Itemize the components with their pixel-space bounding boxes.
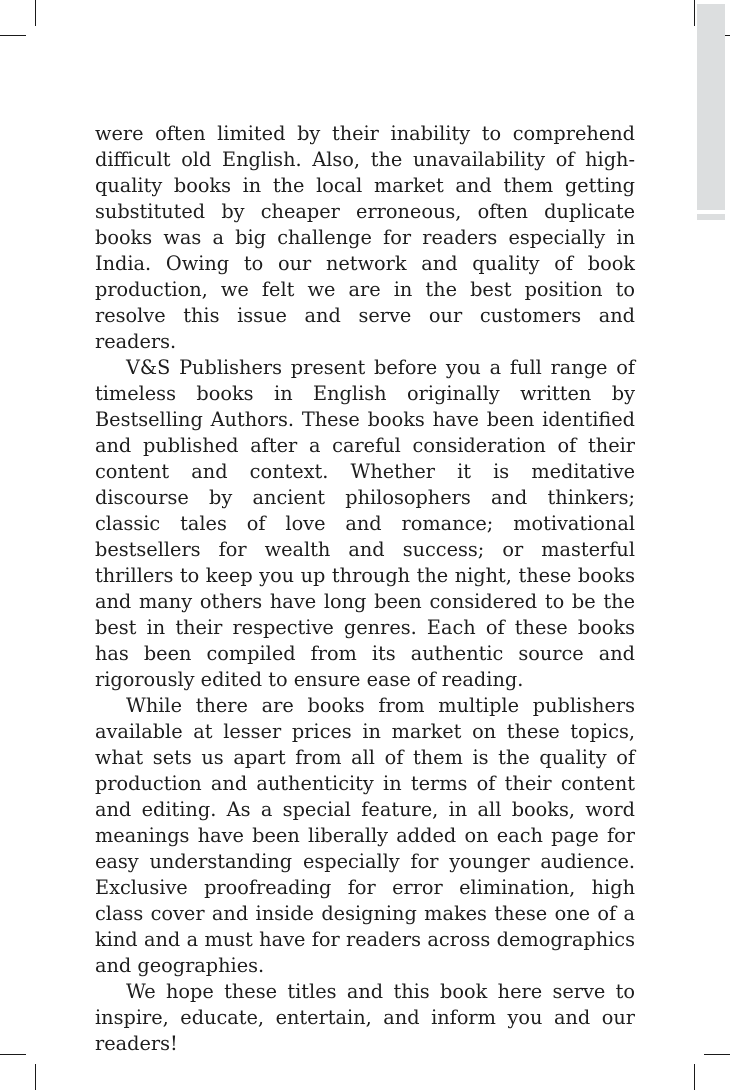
crop-mark-bottom-left-vertical — [35, 1064, 36, 1090]
section-thumb-tab — [697, 4, 725, 210]
crop-mark-bottom-right-horizontal — [704, 1054, 730, 1055]
paragraph: V&S Publishers present before you a full range of timeless books in English originally written by Bestselling Authors. These books have been identified and published after a careful consideration of their content and context. Whether it is meditative discourse by ancient philosophers and thinkers; classic tales of love and romance; motivational bestsellers for wealth and success; or masterful thrillers to keep you up through the night, these books and many others have long been considered to be the best in their respective genres. Each of these books has been compiled from its authentic source and rigorously edited to ensure ease of reading. — [95, 356, 635, 691]
crop-mark-top-right-vertical — [694, 0, 695, 26]
crop-mark-top-left-horizontal — [0, 35, 26, 36]
section-thumb-tab-strip — [697, 214, 725, 220]
crop-mark-bottom-left-horizontal — [0, 1054, 26, 1055]
paragraph: While there are books from multiple publishers available at lesser prices in market on these topics, what sets us apart from all of them is the quality of production and authenticity in terms of their content and editing. As a special feature, in all books, word meanings have been liberally added on each page for easy understanding especially for younger audience. Exclusive proofreading for error elimination, high class cover and inside designing makes these one of a kind and a must have for readers across demographics and geographies. — [95, 694, 635, 977]
paragraph: We hope these titles and this book here serve to inspire, educate, entertain, and inform you and our readers! — [95, 980, 635, 1055]
crop-mark-top-left-vertical — [35, 0, 36, 26]
paragraph-continued: were often limited by their inability to comprehend difficult old English. Also, the unavailability of high-quality books in the local market and them getting substituted by cheaper erroneous, often duplicate books was a big challenge for readers especially in India. Owing to our network and quality of book production, we felt we are in the best position to resolve this issue and serve our customers and readers. — [95, 122, 635, 353]
crop-mark-bottom-right-vertical — [694, 1064, 695, 1090]
body-text — [95, 121, 635, 1057]
